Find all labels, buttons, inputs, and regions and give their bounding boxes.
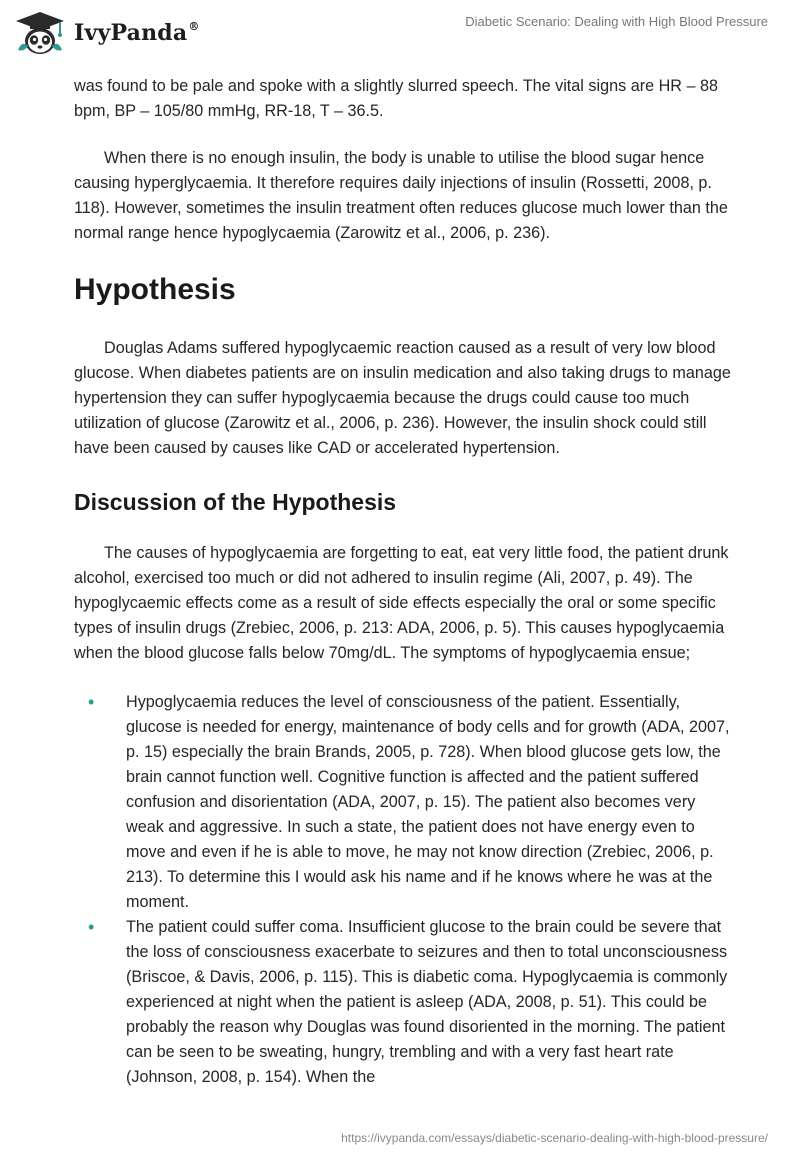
discussion-paragraph: The causes of hypoglycaemia are forgetting to eat, eat very little food, the patient drunk alcohol, exercised too much or did not adhered to insulin regime (Ali, 2007, p. 49). The hypoglycaemic effects come as a result of side effects especially the oral or some specific types of insulin drugs (Zrebiec, 2006, p. 213: ADA, 2006, p. 5). This causes hypoglycaemia when the blood glucose falls below 70mg/dL. The symptoms of hypoglycaemia ensue; [74,544,729,662]
panda-graduate-icon [14,10,66,56]
list-item-text: The patient could suffer coma. Insufficient glucose to the brain could be severe that the loss of consciousness exacerbate to seizures and then to total unconsciousness (Briscoe, & Davis, 2006, p. 115). This is diabetic coma. Hypoglycaemia is commonly experienced at night when the patient is asleep (ADA, 2008, p. 51). This could be probably the reason why Douglas was found disoriented in the morning. The patient can be seen to be sweating, hungry, trembling and with a very fast heart rate (Johnson, 2008, p. 154). When the [126,918,728,1086]
list-item [74,690,734,915]
brand-logo[interactable] [14,10,200,56]
article-body [74,74,734,1090]
hypothesis-heading: Hypothesis [74,273,236,306]
list-item-text: Hypoglycaemia reduces the level of consciousness of the patient. Essentially, glucose is needed for energy, maintenance of body cells and for growth (ADA, 2007, p. 15) especially the brain Brands, 2005, p. 728). When blood glucose gets low, the brain cannot function well. Cognitive function is affected and the patient suffered confusion and disorientation (ADA, 2007, p. 15). The patient also becomes very weak and aggressive. In such a state, the patient does not have energy even to move and even if he is able to move, he may not know direction (Zrebiec, 2006, p. 213). To determine this I would ask his name and if he knows where he was at the moment. [126,693,730,911]
symptom-list [74,690,734,1090]
page-header [0,0,800,70]
bullet-icon: • [88,917,95,937]
intro-paragraph: was found to be pale and spoke with a slightly slurred speech. The vital signs are HR – 88 bpm, BP – 105/80 mmHg, RR-18, T – 36.5. [74,77,718,120]
source-url-link[interactable]: https://ivypanda.com/essays/diabetic-scenario-dealing-with-high-blood-pressure/ [341,1131,768,1145]
hypothesis-paragraph: Douglas Adams suffered hypoglycaemic reaction caused as a result of very low blood glucose. When diabetes patients are on insulin medication and also taking drugs to manage hypertension they can suffer hypoglycaemia because the drugs could cause too much utilization of glucose (Zarowitz et al., 2006, p. 236). However, the insulin shock could still have been caused by causes like CAD or accelerated hypertension. [74,339,731,457]
brand-name: IvyPanda® [74,20,200,46]
list-item [74,915,734,1090]
discussion-heading: Discussion of the Hypothesis [74,489,397,515]
insulin-paragraph: When there is no enough insulin, the body is unable to utilise the blood sugar hence causing hyperglycaemia. It therefore requires daily injections of insulin (Rossetti, 2008, p. 118). However, sometimes the insulin treatment often reduces glucose much lower than the normal range hence hypoglycaemia (Zarowitz et al., 2006, p. 236). [74,149,728,242]
running-title: Diabetic Scenario: Dealing with High Blood Pressure [465,14,768,29]
bullet-icon: • [88,692,95,712]
